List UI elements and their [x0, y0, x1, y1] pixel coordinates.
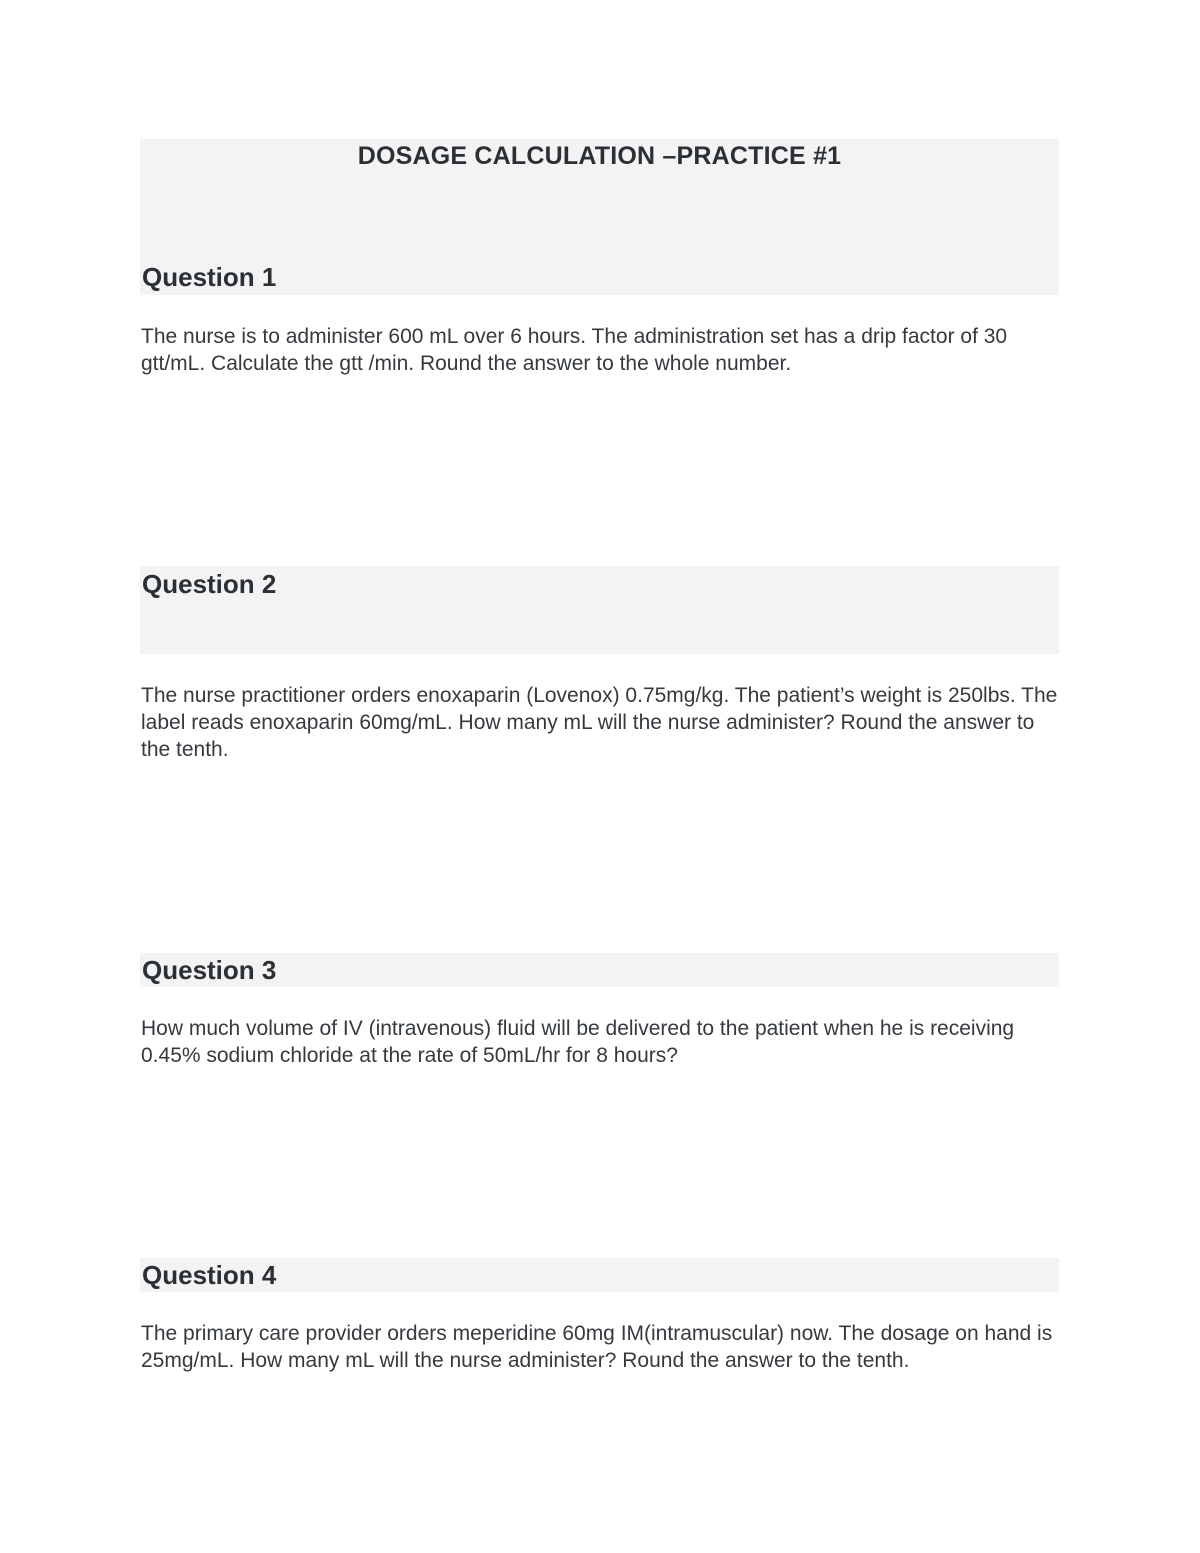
- question-2-band: [140, 566, 1059, 654]
- question-3-band: [140, 953, 1059, 987]
- question-2-heading: Question 2: [142, 569, 277, 599]
- question-4-text: The primary care provider orders meperidine 60mg IM(intramuscular) now. The dosage on hand is 25mg/mL. How many mL will the nurse administer? Round the answer to the tenth.: [141, 1322, 1053, 1372]
- question-4-heading: Question 4: [142, 1260, 277, 1290]
- question-2-text: The nurse practitioner orders enoxaparin (Lovenox) 0.75mg/kg. The patient’s weight is 250lbs. The label reads enoxaparin 60mg/mL. How many mL will the nurse administer? Round the answer to the tenth.: [141, 684, 1058, 761]
- question-1-heading: Question 1: [142, 262, 277, 292]
- page-title: DOSAGE CALCULATION –PRACTICE #1: [357, 142, 842, 170]
- question-4-band: [140, 1258, 1059, 1292]
- question-3-text: How much volume of IV (intravenous) fluid will be delivered to the patient when he is receiving 0.45% sodium chloride at the rate of 50mL/hr for 8 hours?: [141, 1017, 1015, 1067]
- question-1-text: The nurse is to administer 600 mL over 6 hours. The administration set has a drip factor of 30 gtt/mL. Calculate the gtt /min. Round the answer to the whole number.: [141, 325, 1008, 375]
- question-3-heading: Question 3: [142, 955, 277, 985]
